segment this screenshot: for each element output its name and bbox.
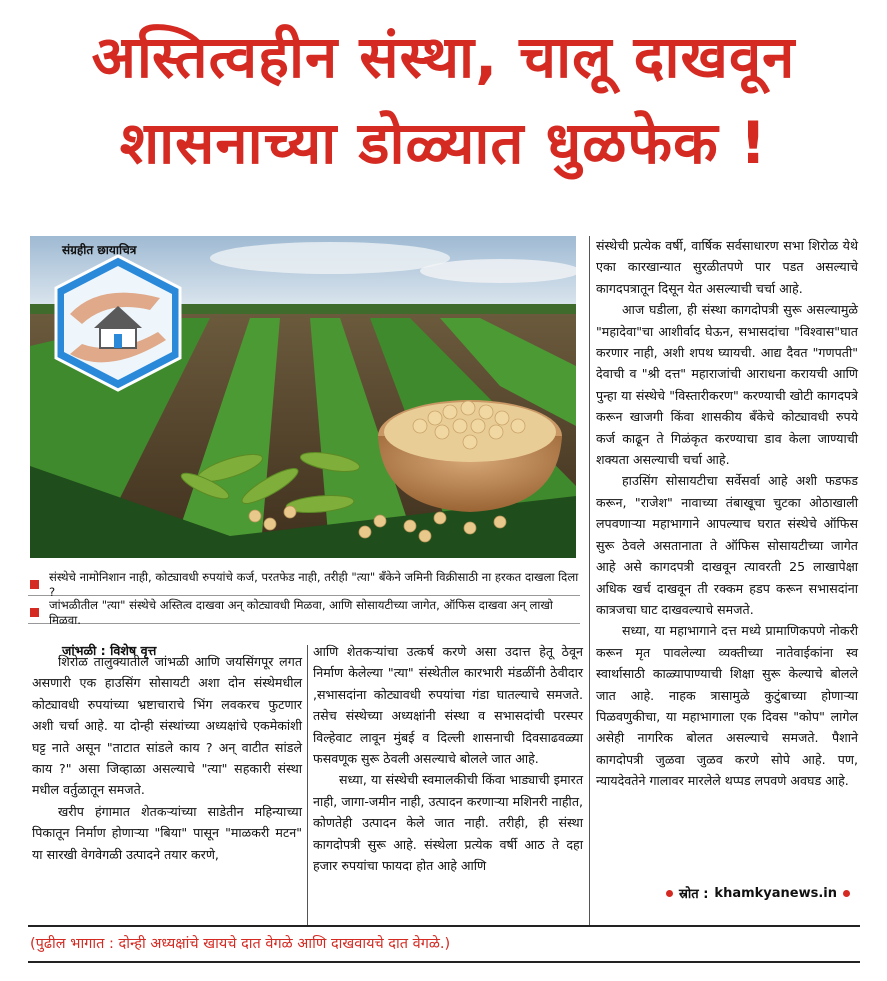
headline [0, 14, 887, 186]
photo-caption: संग्रहीत छायाचित्र [62, 243, 137, 257]
dateline: जांभळी : विशेष वृत्त [62, 643, 157, 658]
caption-row [28, 597, 580, 627]
dot-icon [666, 890, 673, 897]
paragraph: सध्या, या महाभागाने दत्त मध्ये प्रामाणिकपणे नोकरी करून मृत पावलेल्या व्यक्तीच्या नातेवाईकांना स्व स्वार्थासाठी काळ्यापाण्याची शिक्षा सुरू केल्याचे बोलले जात आहे. नाहक त्रासामुळे कुटुंबाच्या होणाऱ्या पिळवणुकीचा, या महाभागाला एक दिवस "कोप" लागेल असेही नागरिक बोलत असल्याचे समजते. पैशाने कागदोपत्री जुळवा जुळव करणे सोपे आहे. पण, न्यायदेवतेने गालावर मारलेले थप्पड लपवणे अवघड आहे. [596, 623, 858, 789]
photo-captions [28, 570, 580, 630]
article-column-2 [313, 641, 583, 876]
bullet-square-icon [30, 608, 39, 617]
caption-text: संस्थेचे नामोनिशान नाही, कोट्यावधी रुपयांचे कर्ज, परतफेड नाही, तरीही "त्या" बँकेने जमिनी विक्रीसाठी ना हरकत दाखला दिला ? [49, 570, 579, 599]
source-site: khamkyanews.in [714, 885, 838, 901]
headline-line-1: अस्तित्वहीन संस्था, चालू दाखवून [91, 23, 796, 91]
column-divider [589, 236, 590, 926]
headline-line-2: शासनाच्या डोळ्यात धुळफेक ! [119, 109, 768, 177]
paragraph: सध्या, या संस्थेची स्वमालकीची किंवा भाड्याची इमारत नाही, जागा-जमीन नाही, उत्पादन करणाऱ्या मशिनरी नाहीत, कोणतेही उत्पादन केले जात नाही. तरीही, ही संस्था कागदोपत्री सुरू आहे. संस्थेला प्रत्येक वर्षी आठ ते दहा हजार रुपयांचा फायदा होत आहे आणि [313, 772, 583, 874]
footer-bottom-rule [28, 961, 860, 963]
column-divider [307, 645, 308, 925]
source-label: स्रोत : [679, 887, 709, 902]
paragraph: आज घडीला, ही संस्था कागदोपत्री सुरू असल्यामुळे "महादेवा"चा आशीर्वाद घेऊन, सभासदांचा "विश्वास"घात करणार नाही, अशी शपथ घ्यायची. आद्य दैवत "गणपती" देवाची व "श्री दत्त" महाराजांची आराधना करायची आणि पुन्हा या संस्थेचे "विस्तारीकरण" करण्याची खोटी कागदपत्रे करून खाजगी किंवा शासकीय बँकेचे कोट्यावधी रुपये कर्ज काढून ते गिळंकृत करण्याचा डाव केला जाण्याची शक्यता असल्याची चर्चा आहे. [596, 302, 858, 468]
paragraph: हाउसिंग सोसायटीचा सर्वेसर्वा आहे अशी फडफड करून, "राजेश" नावाच्या तंबाखूचा चुटका ओठाखाली लपवणाऱ्या महाभागाने आपल्याच घरात संस्थेचे ऑफिस सुरू ठेवले असतानाता ते ऑफिस सोसायटीच्या जागेत आहे असे कागदपत्री दाखवून त्यावरती 25 लाखापेक्षा अधिक खर्च दाखवून ती रक्कम हडप करून सभासदांना कात्रजचा घाट दाखवल्याचे समजते. [596, 473, 858, 617]
caption-text: जांभळीतील "त्या" संस्थेचे अस्तित्व दाखवा अन् कोट्यावधी मिळवा, आणि सोसायटीच्या जागेत, ऑफिस दाखवा अन् लाखो मिळवा. [49, 597, 553, 627]
caption-row [28, 570, 580, 599]
source-credit [666, 884, 850, 902]
article-photo [30, 236, 576, 558]
paragraph: शिरोळ तालुक्यातील जांभळी आणि जयसिंगपूर लगत असणारी एक हाउसिंग सोसायटी अशा दोन संस्थेमधील कोट्यावधी रुपयांच्या भ्रष्टाचाराचे भिंग लवकरच फुटणार अशी चर्चा आहे. या दोन्ही संस्थांच्या अध्यक्षांचे एकमेकांशी घट्ट नाते असून "ताटात सांडले काय ? अन् वाटीत सांडले काय ?" असा जिव्हाळा असल्याचे "त्या" सहकारी संस्था मधील वर्तुळातून समजते. [32, 654, 302, 798]
footer-top-rule [28, 925, 860, 927]
article-column-3 [596, 235, 858, 792]
next-part-teaser: (पुढील भागात : दोन्ही अध्यक्षांचे खायचे दात वेगळे आणि दाखवायचे दात वेगळे.) [30, 936, 451, 952]
soybean-field-illustration [30, 236, 576, 558]
paragraph: आणि शेतकऱ्यांचा उत्कर्ष करणे असा उदात्त हेतू ठेवून निर्माण केलेल्या "त्या" संस्थेतील कारभारी मंडळींनी ठेवीदार ,सभासदांना कोट्यावधी रुपयांचा गंडा घातल्याचे समजते. तसेच संस्थेच्या अध्यक्षांनी संस्था व सभासदांची परस्पर विल्हेवाट लावून मुंबई व दिल्ली शासनाची दिवसाढवळ्या फसवणूक सुरू ठेवली असल्याचे बोलले जात आहे. [313, 644, 583, 767]
dot-icon [843, 890, 850, 897]
paragraph: संस्थेची प्रत्येक वर्षी, वार्षिक सर्वसाधारण सभा शिरोळ येथे एका कारखान्यात सुरळीतपणे पार पडत असल्याचे कागदपत्रातून दिसून येत असल्याची चर्चा आहे. [596, 238, 858, 296]
bullet-square-icon [30, 580, 39, 589]
paragraph: खरीप हंगामात शेतकऱ्यांच्या साडेतीन महिन्याच्या पिकातून निर्माण होणाऱ्या "बिया" पासून "माळकरी मटन" या सारखी वेगवेगळी उत्पादने तयार करणे, [32, 803, 302, 862]
article-column-1 [32, 651, 302, 865]
